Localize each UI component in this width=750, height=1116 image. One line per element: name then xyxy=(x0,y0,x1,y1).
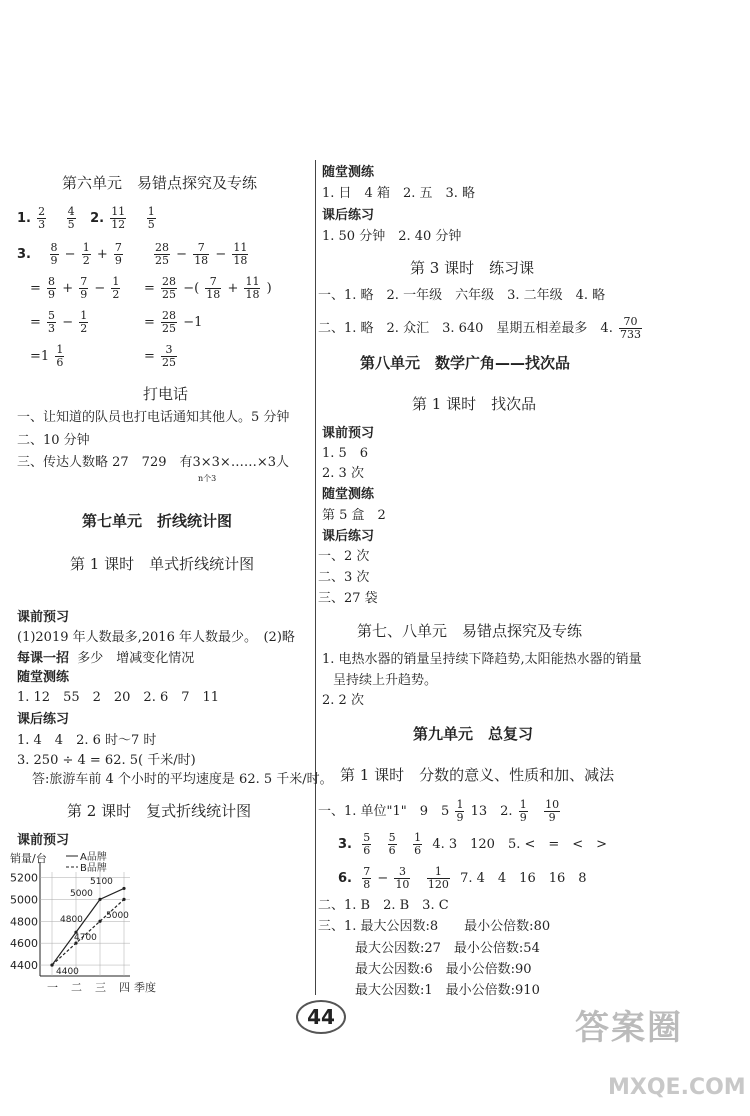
series-line-1 xyxy=(52,888,124,965)
lesson8-title: 第 1 课时 找次品 xyxy=(412,395,537,413)
pre8-line-2: 2. 3 次 xyxy=(322,466,364,481)
phone-line-3-sub: n个3 xyxy=(198,474,217,483)
u9-row-2: 3. $\frac{5}{6}$ $\frac{5}{6}$ $\frac{1}{6}$ 4. 3 120 5. < = < > xyxy=(338,831,608,857)
phone-line-1: 一、让知道的队员也打电话通知其他人。5 分钟 xyxy=(17,410,290,425)
q3-l4: =1 $\frac{1}{6}$ xyxy=(30,343,64,369)
lesson9-title: 第 1 课时 分数的意义、性质和加、减法 xyxy=(340,766,615,784)
x-tick-label: 四 xyxy=(119,981,130,993)
u9-row-7: 最大公因数:6 最小公倍数:90 xyxy=(355,962,532,977)
after8-line-1: 一、2 次 xyxy=(318,549,370,564)
y-tick-label: 4800 xyxy=(10,915,38,929)
q3-l3: = $\frac{5}{3}$ − $\frac{1}{2}$ xyxy=(30,309,88,335)
x-tick-label: 二 xyxy=(71,981,82,993)
watermark-logo: 答案圈 xyxy=(575,1008,683,1048)
data-label: 5000 xyxy=(70,889,93,899)
legend-label-1: A品牌 xyxy=(80,852,107,863)
data-label: 5100 xyxy=(90,877,113,887)
x-axis-label: 季度 xyxy=(134,981,156,993)
data-label: 5000 xyxy=(106,911,129,921)
phone-line-3: 三、传达人数略 27 729 有3×3×……×3人 xyxy=(17,455,289,470)
class0-text: 1. 日 4 箱 2. 五 3. 略 xyxy=(322,186,476,201)
class0-label: 随堂测练 xyxy=(322,165,375,180)
after1-line-1: 1. 4 4 2. 6 时～7 时 xyxy=(17,733,157,748)
y-tick-label: 4400 xyxy=(10,959,38,973)
y-tick-label: 4600 xyxy=(10,937,38,951)
u78-line-3: 2. 2 次 xyxy=(322,693,364,708)
u78-line-1: 1. 电热水器的销量呈持续下降趋势,太阳能热水器的销量 xyxy=(322,652,642,667)
pre2-label: 课前预习 xyxy=(17,833,70,848)
data-point xyxy=(98,920,101,923)
pre8-line-1: 1. 5 6 xyxy=(322,446,369,461)
u9-row-4: 二、1. B 2. B 3. C xyxy=(318,898,449,913)
legend-label-2: B品牌 xyxy=(80,863,107,874)
sales-line-chart xyxy=(8,848,178,993)
unit7-title: 第七单元 折线统计图 xyxy=(82,512,233,530)
q3-l1: 3. $\frac{8}{9}$ − $\frac{1}{2}$ + $\frac{7}{9}$ xyxy=(17,241,122,267)
q3-r1: $\frac{28}{25}$ − $\frac{7}{18}$ − $\frac{11}{18}$ xyxy=(155,241,248,267)
lesson1-title: 第 1 课时 单式折线统计图 xyxy=(70,555,255,573)
phone-line-2: 二、10 分钟 xyxy=(17,433,90,448)
y-axis-label: 销量/台 xyxy=(10,852,47,865)
data-label: 4400 xyxy=(56,967,79,977)
after1-line-2: 3. 250 ÷ 4 = 62. 5( 千米/时) xyxy=(17,753,196,768)
pre1-text: (1)2019 年人数最多,2016 年人数最少。 (2)略 xyxy=(17,630,295,645)
data-label: 4700 xyxy=(74,933,97,943)
q3-r4: = $\frac{3}{25}$ xyxy=(144,343,177,369)
unit9-title: 第九单元 总复习 xyxy=(413,725,534,743)
phone-title: 打电话 xyxy=(143,385,189,403)
u9-row-5: 三、1. 最大公因数:8 最小公倍数:80 xyxy=(318,919,551,934)
u78-line-2: 呈持续上升趋势。 xyxy=(333,673,438,688)
data-point xyxy=(50,963,53,966)
u9-row-3: 6. $\frac{7}{8}$ − $\frac{3}{10}$ $\frac{1}{120}$ 7. 4 4 16 16 8 xyxy=(338,865,587,891)
q3-r3: = $\frac{28}{25}$ −1 xyxy=(144,309,203,335)
q3-l2: = $\frac{8}{9}$ + $\frac{7}{9}$ − $\frac{1}{2}$ xyxy=(30,275,120,301)
after1-line-3: 答:旅游车前 4 个小时的平均速度是 62. 5 千米/时。 xyxy=(32,772,333,787)
l3-line-1: 一、1. 略 2. 一年级 六年级 3. 二年级 4. 略 xyxy=(318,288,606,303)
daily-line: 每课一招 多少 增减变化情况 xyxy=(17,651,195,666)
after1-label: 课后练习 xyxy=(17,712,70,727)
watermark-url: MXQE.COM xyxy=(608,1075,746,1100)
pre1-label: 课前预习 xyxy=(17,610,70,625)
x-tick-label: 三 xyxy=(95,981,106,993)
q3-r2: = $\frac{28}{25}$ −( $\frac{7}{18}$ + $\frac{11}{18}$ ) xyxy=(144,275,272,301)
y-tick-label: 5000 xyxy=(10,893,38,907)
unit8-title: 第八单元 数学广角——找次品 xyxy=(360,354,571,372)
after8-line-3: 三、27 袋 xyxy=(318,591,378,606)
u9-row-8: 最大公因数:1 最小公倍数:910 xyxy=(355,983,540,998)
after8-line-2: 二、3 次 xyxy=(318,570,370,585)
lesson3-title: 第 3 课时 练习课 xyxy=(410,259,535,277)
class8-text: 第 5 盒 2 xyxy=(322,508,386,523)
unit78-title: 第七、八单元 易错点探究及专练 xyxy=(357,622,583,640)
after0-label: 课后练习 xyxy=(322,208,375,223)
l3-line-2: 二、1. 略 2. 众汇 3. 640 星期五相差最多 4. $\frac{70}{733}$ xyxy=(318,315,641,341)
class8-label: 随堂测练 xyxy=(322,487,375,502)
column-divider xyxy=(315,160,316,995)
page-number: 44 xyxy=(296,1000,346,1034)
y-tick-label: 5200 xyxy=(10,871,38,885)
q1-line: 1. $\frac{2}{3}$ $\frac{4}{5}$ 2. $\frac{11}{12}$ $\frac{1}{5}$ xyxy=(17,205,155,231)
class1-label: 随堂测练 xyxy=(17,670,70,685)
unit6-title: 第六单元 易错点探究及专练 xyxy=(62,174,258,192)
class1-text: 1. 12 55 2 20 2. 6 7 11 xyxy=(17,690,220,705)
lesson2-title: 第 2 课时 复式折线统计图 xyxy=(67,802,252,820)
data-point xyxy=(98,898,101,901)
u9-row-6: 最大公因数:27 最小公倍数:54 xyxy=(355,941,540,956)
data-point xyxy=(122,887,125,890)
after8-label: 课后练习 xyxy=(322,529,375,544)
after0-text: 1. 50 分钟 2. 40 分钟 xyxy=(322,229,462,244)
data-label: 4800 xyxy=(60,915,83,925)
data-point xyxy=(122,898,125,901)
x-tick-label: 一 xyxy=(47,981,58,993)
pre8-label: 课前预习 xyxy=(322,426,375,441)
u9-row-1: 一、1. 单位"1" 9 5 $\frac{1}{9}$ 13 2. $\frac{1}{9}$ $\frac{10}{9}$ xyxy=(318,798,560,824)
